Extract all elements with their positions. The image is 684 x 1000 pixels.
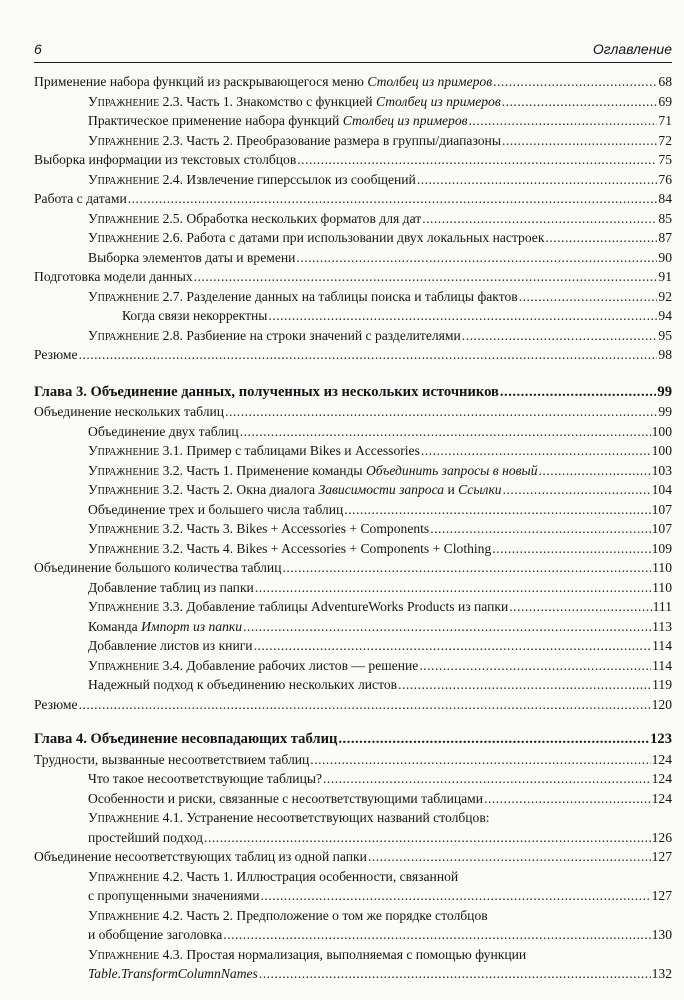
toc-entry-title: простейший подход	[88, 829, 204, 845]
toc-entry-title: Резюме	[34, 696, 78, 712]
toc-entry-title: Выборка элементов даты и времени	[88, 249, 296, 265]
toc-entry	[34, 345, 672, 365]
toc-entry-title: Подготовка модели данных	[34, 269, 193, 284]
toc-entry-title: Упражнение 2.3. Часть 2. Преобразование размера в группы/диапазоны	[88, 132, 501, 148]
toc-entry	[34, 189, 672, 209]
toc-entry-title: Объединение двух таблиц	[88, 423, 239, 439]
toc-entry-title: и обобщение заголовка	[88, 927, 223, 942]
toc-page-number: 109	[651, 540, 672, 556]
toc-page-number: 99	[658, 404, 672, 419]
toc-entry-title: Когда связи некорректны	[122, 308, 268, 323]
toc-entry-title: Упражнение 3.1. Пример с таблицами Bikes и Accessories	[88, 443, 420, 458]
toc-entry	[34, 769, 672, 789]
toc-page-number: 107	[651, 501, 672, 517]
toc-entry	[34, 578, 672, 598]
toc-page-number: 68	[658, 74, 672, 89]
toc-entry-title: Добавление таблиц из папки	[88, 579, 254, 595]
chapter-title: Глава 4. Объединение несовпадающих таблиц	[34, 731, 338, 747]
toc-entry-exercise	[34, 228, 672, 248]
toc-entry	[34, 636, 672, 656]
toc-entry-title: Надежный подход к объединению нескольких листов	[88, 677, 398, 692]
toc-entry	[34, 402, 672, 422]
toc-page-number: 132	[651, 966, 672, 981]
toc-entry-title: Применение набора функций из раскрывающегося меню Столбец из примеров	[34, 74, 493, 89]
toc-entry-title: с пропущенными значениями	[88, 888, 260, 903]
toc-entry-title: Упражнение 3.2. Часть 2. Окна диалога Зависимости запроса и Ссылки	[88, 482, 502, 497]
toc-chapter-3	[34, 383, 672, 403]
toc-page-number: 90	[658, 249, 672, 265]
toc-entry-title: Упражнение 2.4. Извлечение гиперссылок из сообщений	[88, 171, 416, 187]
toc-entry-exercise	[34, 209, 672, 229]
toc-entry	[34, 267, 672, 287]
toc-entry-title: Объединение нескольких таблиц	[34, 404, 225, 419]
toc-page-number: 87	[658, 230, 672, 245]
toc-entry	[34, 789, 672, 809]
toc-page-number: 100	[651, 423, 672, 439]
toc-entry-exercise	[34, 441, 672, 461]
toc-page-number: 113	[652, 618, 672, 634]
toc-entry-title: Что такое несоответствующие таблицы?	[88, 771, 323, 786]
toc-entry-exercise-line1: Упражнение 4.3. Простая нормализация, выполняемая с помощью функции	[88, 946, 527, 962]
toc-entry	[34, 617, 672, 637]
toc-entry-title: Упражнение 2.5. Обработка нескольких форматов для дат	[88, 210, 422, 226]
toc-entry-title: Команда Импорт из папки	[88, 618, 243, 634]
toc-entry-exercise-line2	[34, 925, 672, 945]
toc-entry	[34, 750, 672, 770]
toc-entry-exercise	[34, 326, 672, 346]
toc-entry-title: Добавление листов из книги	[88, 638, 253, 653]
toc-page-number: 84	[658, 191, 672, 206]
toc-page-number: 103	[651, 462, 672, 478]
toc-page-number: 119	[652, 677, 672, 692]
toc-entry-exercise	[34, 597, 672, 617]
toc-page-number: 114	[652, 638, 672, 653]
toc-page-number: 94	[658, 308, 672, 323]
toc-entry-exercise	[34, 92, 672, 112]
toc-page-number: 127	[651, 849, 672, 864]
toc-entry-exercise	[34, 480, 672, 500]
toc-entry	[34, 150, 672, 170]
toc-chapter-4	[34, 730, 672, 750]
toc-entry-title: Упражнение 2.8. Разбиение на строки значений с разделителями	[88, 327, 461, 343]
toc-entry-exercise-line1: Упражнение 4.1. Устранение несоответствующих названий столбцов:	[88, 810, 490, 825]
toc-entry-exercise-line1: Упражнение 4.2. Часть 2. Предположение о том же порядке столбцов	[88, 907, 488, 923]
toc-entry-title: Трудности, вызванные несоответствием таблиц	[34, 751, 310, 767]
toc-page-number: 95	[658, 327, 672, 343]
toc-entry-exercise-line2	[34, 828, 672, 848]
toc-entry	[34, 675, 672, 695]
toc-page-number: 126	[651, 829, 672, 845]
page-number: 6	[34, 41, 42, 57]
toc-entry	[34, 111, 672, 131]
toc-entry-title: Резюме	[34, 347, 78, 362]
chapter-title: Глава 3. Объединение данных, полученных из нескольких источников	[34, 383, 499, 400]
toc-page-number: 124	[651, 790, 672, 806]
toc-entry-title: Объединение несоответствующих таблиц из одной папки	[34, 849, 367, 864]
toc-page-number: 111	[652, 599, 672, 614]
toc-page-number: 104	[651, 482, 672, 497]
toc-entry	[34, 422, 672, 442]
toc-page-number: 123	[650, 731, 672, 747]
toc-entry	[34, 847, 672, 867]
toc-entry	[34, 500, 672, 520]
toc-entry-title: Упражнение 3.2. Часть 3. Bikes + Accessories + Components	[88, 521, 430, 536]
toc-entry-title: Table.TransformColumnNames	[88, 966, 258, 981]
toc-entry-title: Упражнение 2.7. Разделение данных на таблицы поиска и таблицы фактов	[88, 288, 518, 304]
toc-entry	[34, 306, 672, 326]
table-of-contents	[34, 72, 672, 984]
toc-page-number: 99	[657, 383, 672, 400]
toc-entry-exercise	[34, 131, 672, 151]
toc-entry-exercise-line1: Упражнение 4.2. Часть 1. Иллюстрация особенности, связанной	[88, 868, 459, 884]
toc-entry-title: Упражнение 3.2. Часть 1. Применение команды Объединить запросы в новый	[88, 462, 538, 478]
toc-entry-title: Упражнение 2.3. Часть 1. Знакомство с функцией Столбец из примеров	[88, 93, 501, 109]
toc-entry-title: Выборка информации из текстовых столбцов	[34, 152, 297, 167]
toc-entry-exercise	[34, 519, 672, 539]
toc-entry	[34, 558, 672, 578]
toc-entry	[34, 248, 672, 268]
toc-entry-title: Упражнение 3.4. Добавление рабочих листов — решение	[88, 657, 419, 673]
toc-page-number: 124	[651, 771, 672, 786]
section-title: Оглавление	[592, 41, 672, 57]
toc-page-number: 92	[658, 288, 672, 304]
toc-page-number: 100	[651, 443, 672, 458]
toc-page-number: 71	[658, 113, 672, 128]
toc-page-number: 98	[658, 347, 672, 362]
toc-entry	[34, 695, 672, 715]
toc-entry-title: Упражнение 2.6. Работа с датами при использовании двух локальных настроек	[88, 230, 545, 245]
toc-entry-title: Работа с датами	[34, 191, 127, 206]
toc-page-number: 76	[658, 171, 672, 187]
toc-entry-title: Объединение большого количества таблиц	[34, 560, 282, 575]
toc-entry-title: Упражнение 3.3. Добавление таблицы AdventureWorks Products из папки	[88, 599, 509, 614]
toc-entry-exercise	[34, 170, 672, 190]
toc-page-number: 110	[652, 579, 672, 595]
toc-entry-exercise-line2	[34, 964, 672, 984]
toc-entry-exercise-line2	[34, 886, 672, 906]
toc-entry-title: Практическое применение набора функций Столбец из примеров	[88, 113, 468, 128]
toc-entry-exercise	[34, 461, 672, 481]
toc-page-number: 75	[658, 152, 672, 167]
toc-page-number: 124	[651, 751, 672, 767]
toc-page-number: 127	[651, 888, 672, 903]
toc-entry-exercise	[34, 656, 672, 676]
toc-page-number: 120	[651, 696, 672, 712]
toc-entry-title: Особенности и риски, связанные с несоответствующими таблицами	[88, 790, 484, 806]
toc-entry	[34, 72, 672, 92]
toc-entry-title: Объединение трех и большего числа таблиц	[88, 501, 344, 517]
toc-entry-exercise	[34, 287, 672, 307]
toc-page-number: 72	[658, 132, 672, 148]
toc-entry-title: Упражнение 3.2. Часть 4. Bikes + Accessories + Components + Clothing	[88, 540, 492, 556]
toc-page-number: 85	[658, 210, 672, 226]
toc-page-number: 110	[652, 560, 672, 575]
toc-page-number: 130	[651, 927, 672, 942]
toc-page-number: 107	[651, 521, 672, 536]
toc-page-number: 114	[652, 657, 672, 673]
page-header	[34, 40, 672, 63]
toc-entry-exercise	[34, 539, 672, 559]
toc-page-number: 91	[658, 269, 672, 284]
toc-page-number: 69	[658, 93, 672, 109]
